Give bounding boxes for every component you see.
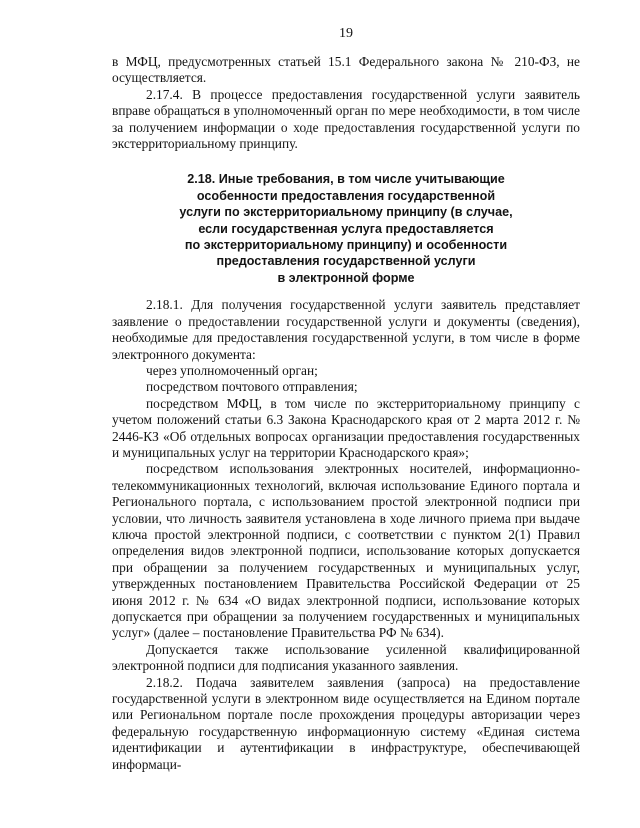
- paragraph-2-18-1: 2.18.1. Для получения государственной услуги заявитель представляет заявление о предоставлении государственной услуги и документы (сведения), необходимые для предоставления государственной услуги, в том числе в форме электронного документа:: [112, 297, 580, 362]
- heading-line: предоставления государственной услуги: [216, 254, 476, 269]
- list-item-authorized-body: через уполномоченный орган;: [146, 362, 318, 378]
- heading-line: если государственная услуга предоставляется: [198, 221, 494, 236]
- page-number: 19: [339, 26, 353, 41]
- paragraph-2-17-4: 2.17.4. В процессе предоставления государственной услуги заявитель вправе обращаться в уполномоченный орган по мере необходимости, в том числе за получением информации о ходе предоставления государственной услуги по экстерриториальному принципу.: [112, 86, 580, 152]
- document-body: [112, 54, 580, 773]
- paragraph-continuation: в МФЦ, предусмотренных статьей 15.1 Федерального закона № 210-ФЗ, не осуществляется.: [112, 54, 580, 86]
- paragraph-2-18-2: 2.18.2. Подача заявителем заявления (запроса) на предоставление государственной услуги в электронном виде осуществляется на Едином портале или Региональном портале после прохождения процедуры авторизации через федеральную государственную информационную систему «Единая система идентификации и аутентификации в инфраструктуре, обеспечивающей информаци-: [112, 674, 580, 772]
- heading-line: в электронной форме: [277, 270, 415, 285]
- heading-line: особенности предоставления государственной: [196, 188, 496, 203]
- heading-line: по экстерриториальному принципу) и особенности: [184, 238, 508, 253]
- list-item-electronic: посредством использования электронных носителей, информационно-телекоммуникационных технологий, включая использование Единого портала и Регионального портала, с использованием простой электронной подписи при условии, что личность заявителя установлена в ходе личного приема при выдаче ключа простой электронной подписи, с соответствии с пунктом 2(1) Правил определения видов электронной подписи, использование которых допускается при обращении за получением государственных и муниципальных услуг, утвержденных постановлением Правительства Российской Федерации от 25 июня 2012 г. № 634 «О видах электронной подписи, использование которых допускается при обращении за получением государственных и муниципальных услуг» (далее – постановление Правительства РФ № 634).: [112, 461, 580, 641]
- heading-line: 2.18. Иные требования, в том числе учитывающие: [187, 172, 505, 187]
- list-item-postal: посредством почтового отправления;: [146, 379, 358, 395]
- heading-line: услуги по экстерриториальному принципу (в случае,: [179, 205, 513, 220]
- section-heading-2-18: [112, 171, 580, 286]
- paragraph-qualified-signature: Допускается также использование усиленной квалифицированной электронной подписи для подписания указанного заявления.: [112, 641, 580, 674]
- list-item-mfc: посредством МФЦ, в том числе по экстерриториальному принципу с учетом положений статьи 6.3 Закона Краснодарского края от 2 марта 2012 г. № 2446-КЗ «Об отдельных вопросах организации предоставления государственных и муниципальных услуг на территории Краснодарского края»;: [112, 395, 580, 460]
